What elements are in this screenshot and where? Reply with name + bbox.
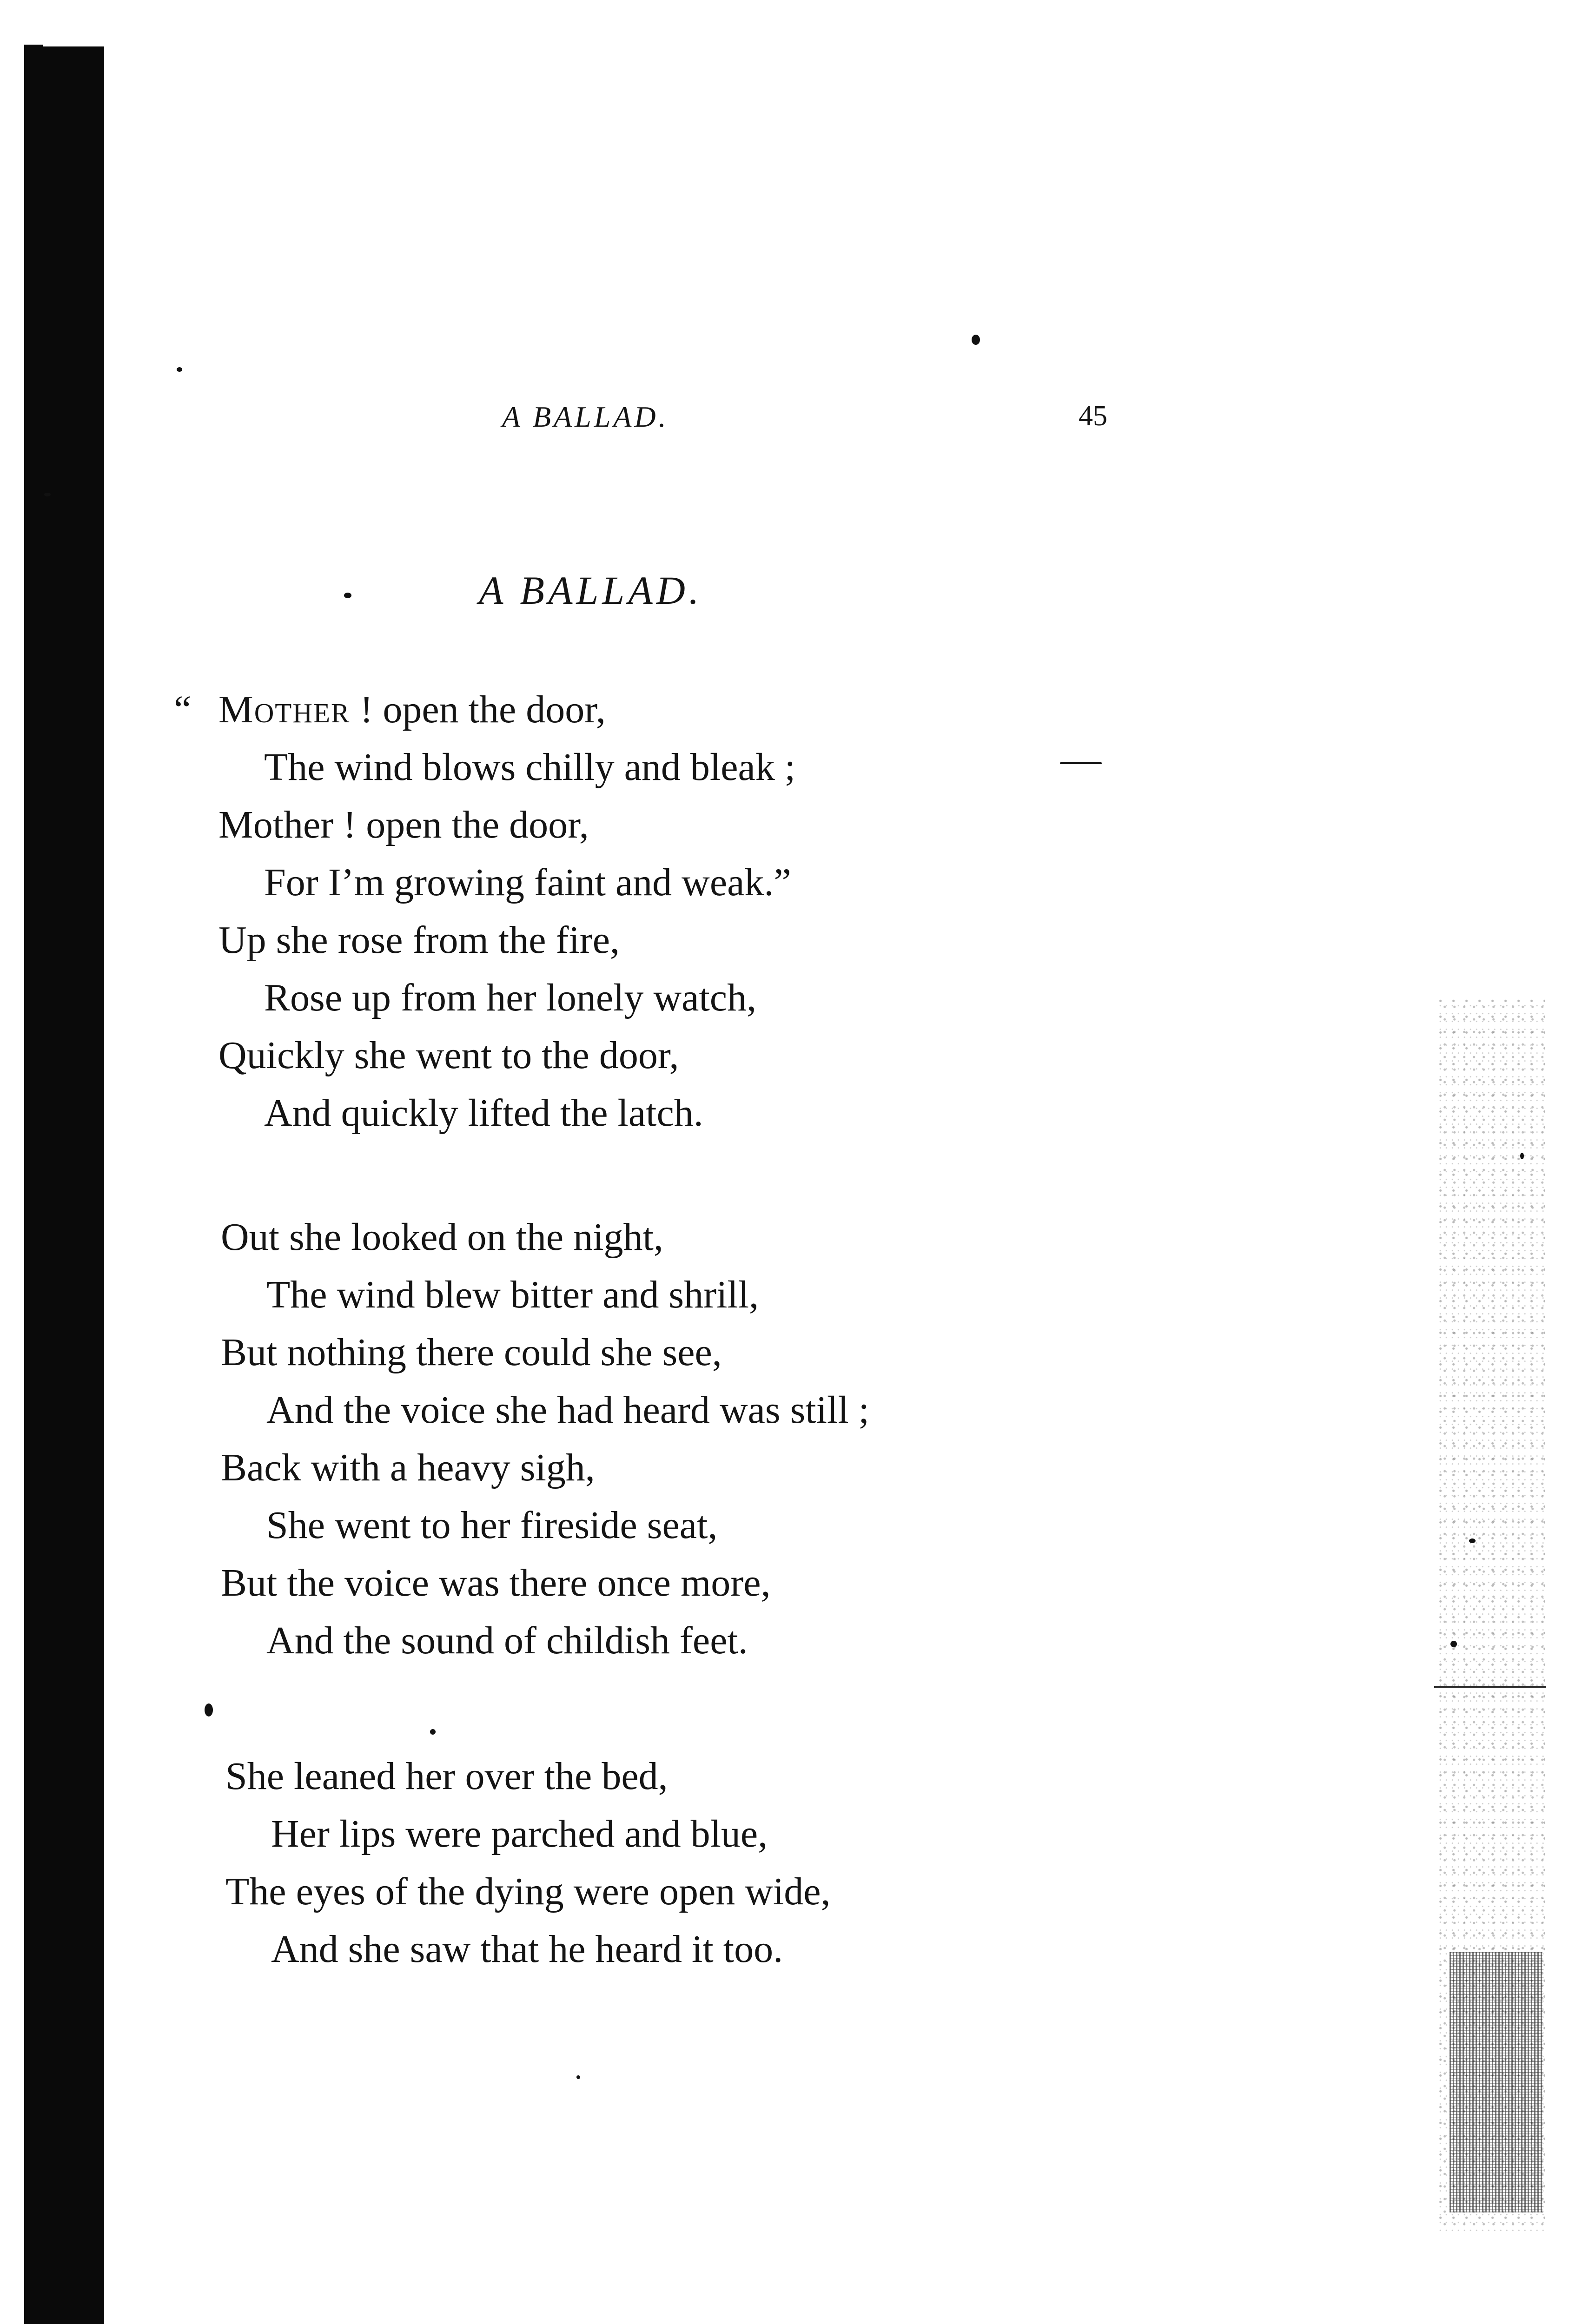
verse-line: Quickly she went to the door, bbox=[218, 1034, 679, 1077]
running-head: A BALLAD. bbox=[502, 400, 669, 433]
verse-line: Back with a heavy sigh, bbox=[221, 1446, 595, 1489]
verse-line: Up she rose from the fire, bbox=[218, 918, 620, 962]
verse-line: And she saw that he heard it too. bbox=[271, 1928, 783, 1971]
verse-line: But nothing there could she see, bbox=[221, 1331, 722, 1374]
verse-line: But the voice was there once more, bbox=[221, 1561, 771, 1604]
scan-speck bbox=[430, 1729, 436, 1735]
scan-speck bbox=[344, 593, 351, 598]
verse-line-text: ! open the door, bbox=[350, 688, 606, 731]
verse-line: And the sound of childish feet. bbox=[266, 1619, 748, 1662]
scan-speck bbox=[177, 367, 182, 372]
verse-line: For I’m growing faint and weak.” bbox=[264, 861, 791, 904]
verse-line: She leaned her over the bed, bbox=[225, 1755, 668, 1798]
scan-speck bbox=[1060, 762, 1102, 764]
scan-speck bbox=[1520, 1153, 1524, 1159]
scan-noise-dense bbox=[1450, 1952, 1542, 2212]
page-number: 45 bbox=[1079, 400, 1107, 432]
scan-speck bbox=[44, 493, 51, 496]
verse-line: Out she looked on the night, bbox=[221, 1215, 663, 1259]
scan-rule bbox=[1434, 1686, 1546, 1688]
verse-smallcaps-word: Mother bbox=[218, 688, 351, 731]
binding-shadow bbox=[24, 46, 104, 2324]
verse-line: And the voice she had heard was still ; bbox=[266, 1388, 869, 1432]
verse-line: The wind blew bitter and shrill, bbox=[266, 1273, 759, 1316]
scan-speck bbox=[972, 335, 980, 345]
verse-line: Mother ! open the door, bbox=[218, 803, 589, 846]
verse-line: Rose up from her lonely watch, bbox=[264, 976, 757, 1019]
verse-line bbox=[174, 681, 795, 739]
binding-shadow-top bbox=[24, 45, 43, 63]
verse-line: And quickly lifted the latch. bbox=[264, 1091, 703, 1135]
stanza-1 bbox=[174, 681, 796, 1142]
verse-line: The wind blows chilly and bleak ; bbox=[264, 746, 796, 789]
verse-line: The eyes of the dying were open wide, bbox=[225, 1870, 831, 1913]
scan-speck bbox=[1469, 1538, 1476, 1543]
scan-speck bbox=[205, 1703, 213, 1717]
verse-line: She went to her fireside seat, bbox=[266, 1504, 718, 1547]
scan-speck bbox=[1450, 1641, 1457, 1647]
poem-title: A BALLAD. bbox=[479, 568, 703, 613]
stanza-2 bbox=[221, 1208, 869, 1670]
opening-quote: “ bbox=[174, 688, 192, 731]
stanza-3 bbox=[225, 1748, 831, 1978]
verse-line: Her lips were parched and blue, bbox=[271, 1812, 768, 1855]
scan-speck bbox=[576, 2075, 580, 2079]
